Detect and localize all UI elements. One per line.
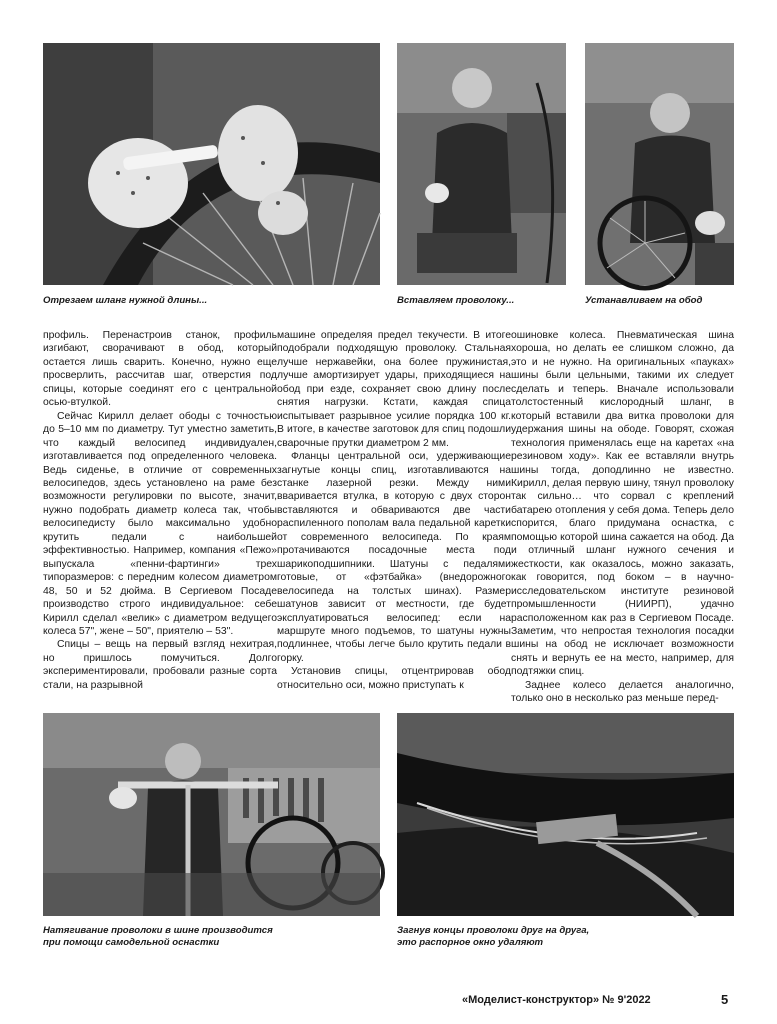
article-column-2 — [277, 329, 511, 691]
col2-paragraph-2: Фланцы центральной оси, удерживающие загнутые концы спиц, изготавливаются на станке лазерной резки. Между ними вваривается втулка, в которую с двух сторон вставляются и обвариваются две части распиленного пополам вала педальной каретки от современного велосипеда. По краям протачиваются посадочные места под шарикоподшипники. Шатуны с педалями готовые, от «фэтбайка» (внедорожного велосипеда на толстых шинах). Размер шатунов зависит от местности, где будет эксплуатироваться велосипед: если на маршруте много подъемов, то шатуны нужны подлиннее, чтобы легче было крутить педали в горку. — [277, 451, 511, 664]
photo-mounting-on-rim — [585, 43, 734, 285]
col1-paragraph-3: Спицы – вещь на первый взгляд нехитрая, но пришлось помучиться. Долго экспериментировали, пробовали разные сорта стали, на разрывной — [43, 639, 277, 691]
photo-inserting-wire — [397, 43, 566, 285]
col3-paragraph-2: Заднее колесо делается аналогично, только оно в несколько раз меньше перед- — [511, 679, 734, 705]
caption-mounting-on-rim: Устанавливаем на обод — [585, 295, 703, 306]
col1-paragraph-2: Сейчас Кирилл делает ободы с точностью до 5–10 мм по диаметру. Тут уместно заметить, что каждый велосипед индивидуален, изготавливается под определенного человека. Ведь сиденье, в отличие от современных велосипедов, здесь установлено на раме без возможности регулировки по высоте, значит, нужно подобрать диаметр колеса так, чтобы велосипедисту было максимально удобно крутить педали с наибольшей эффективностью. Например, компания «Пежо» выпускала «пенни-фартинги» трех типоразмеров: с передним колесом диаметром 48, 50 и 52 дюйма. В Сергиевом Посаде производство строго индивидуальное: себе Кирилл сделал «велик» с диаметром ведущего колеса 57", жене – 50", приятелю – 53". — [43, 410, 277, 637]
caption-folded-wire-line1: Загнув концы проволоки друг на друга, — [397, 925, 590, 936]
caption-tensioning-wire-line2: при помощи самодельной оснастки — [43, 937, 220, 948]
footer-magazine-title: «Моделист-конструктор» № 9'2022 — [462, 994, 651, 1006]
caption-inserting-wire: Вставляем проволоку... — [397, 295, 515, 306]
page-number: 5 — [721, 992, 729, 1007]
article-column-3 — [511, 329, 734, 705]
col3-paragraph-1: ошиновке колеса. Пневматическая шина хороша, но делать ее слишком сложно, да это и не нужно. На оригинальных «пауках» шины были цельными, такими их следует сделать и теперь. Вначале использовали толстостенный кислородный шланг, в который вставили два витка проволоки для удержания шины на ободе. Говорят, схожая технология применялась еще на каретах «на резиновом ходу». Как ее вставляли внутрь шины тогда, доподлинно не известно. Кирилл, делая первую шину, тянул проволоку так сильно… что сорвал с креплений батарею отопления у себя дома. Теперь дело спорится, благо придумана оснастка, с помощью которой шина сажается на обод. Да и отличный шланг нужного сечения и жесткости, как оказалось, можно заказать, как говорится, под боком – в научно-исследовательском институте резиновой промышленности (НИИРП), удачно расположенном как раз в Сергиевом Посаде. Заметим, что непростая технология посадки шины на обод не исключает возможности снять и вернуть ее на место, например, для подтяжки спиц. — [511, 330, 734, 678]
caption-cutting-hose: Отрезаем шланг нужной длины... — [43, 295, 208, 306]
photo-cutting-hose — [43, 43, 380, 285]
col1-paragraph-1: профиль. Перенастроив станок, профиль изгибают, сворачивают в обод, который остается лишь сварить. Конечно, нужно еще просверлить, рассчитав шаг, отверстия под спицы, которые соединят его с центральной осью-втулкой. — [43, 330, 277, 409]
col2-paragraph-3: Установив спицы, отцентрировав обод относительно оси, можно приступать к — [277, 666, 511, 691]
photo-folded-wire-ends — [397, 713, 734, 916]
photo-tensioning-wire — [43, 713, 380, 916]
col2-paragraph-1: машине определяя предел текучести. В итоге подобрали подходящую проволоку. Стальная лучше нержавейки, она более пружинистая, лучше амортизирует удары, приходящиеся на обод при езде, сохраняет свою длину после снятия нагрузки. Кстати, каждая спица испытывает разрывное усилие порядка 100 кг. В итоге, в качестве заготовок для спиц подошли сварочные прутки диаметром 2 мм. — [277, 330, 511, 449]
caption-folded-wire-line2: это распорное окно удаляют — [397, 937, 544, 948]
article-column-1 — [43, 329, 277, 691]
caption-tensioning-wire-line1: Натягивание проволоки в шине производится — [43, 925, 273, 936]
